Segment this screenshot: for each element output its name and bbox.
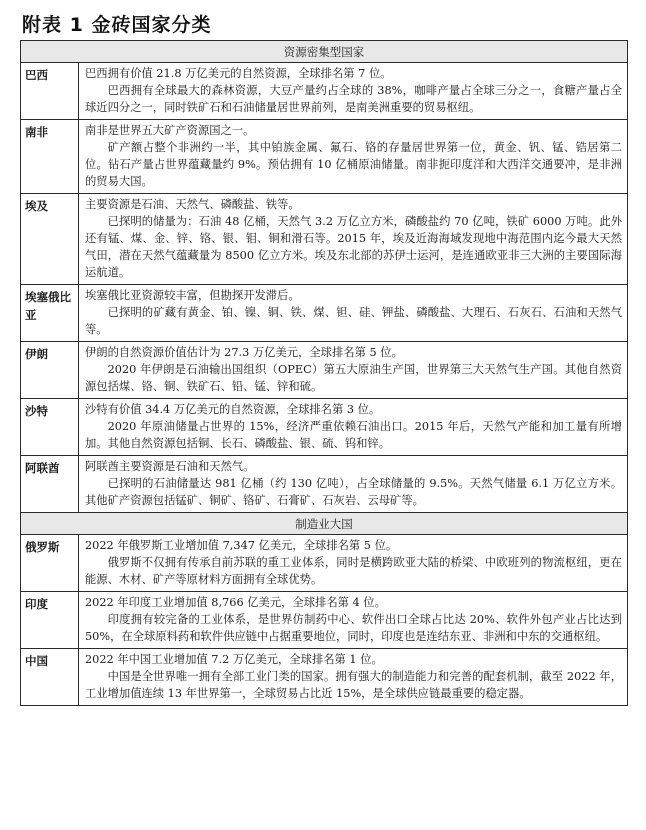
brics-classification-table <box>20 40 628 706</box>
description-line: 巴西拥有价值 21.8 万亿美元的自然资源，全球排名第 7 位。 <box>85 67 392 80</box>
description-line: 阿联酋主要资源是石油和天然气。 <box>85 460 255 473</box>
country-description <box>79 194 628 285</box>
country-description <box>79 285 628 342</box>
country-row-russia <box>21 535 628 592</box>
country-row-saudi <box>21 399 628 456</box>
country-name: 埃及 <box>21 194 79 285</box>
description-line: 已探明的储量为：石油 48 亿桶，天然气 3.2 万亿立方米，磷酸盐约 70 亿吨，铁矿 6000 万吨。此外还有锰、煤、金、锌、铬、银、钼、铜和滑石等。2015 年，埃及近海海域发现地中海范围内迄今最大天然气田，潜在天然气蕴藏量为 8500 亿立方米。埃及东北部的苏伊士运河，是连通欧亚非三大洲的主要国际海运航道。 <box>85 215 622 279</box>
description-line: 已探明的石油储量达 981 亿桶（约 130 亿吨），占全球储量的 9.5%。天然气储量 6.1 万亿立方米。其他矿产资源包括锰矿、铜矿、铬矿、石膏矿、石灰岩、云母矿等。 <box>85 477 622 507</box>
country-name: 巴西 <box>21 63 79 120</box>
country-description <box>79 592 628 649</box>
country-description <box>79 456 628 513</box>
section-heading: 资源密集型国家 <box>21 41 628 63</box>
description-line: 2020 年原油储量占世界的 15%，经济严重依赖石油出口。2015 年后，天然气产能和加工量有所增加。其他自然资源包括铜、长石、磷酸盐、银、硫、钨和锌。 <box>85 420 622 450</box>
description-line: 巴西拥有全球最大的森林资源，大豆产量约占全球的 38%，咖啡产量占全球三分之一，食糖产量占全球近四分之一，同时铁矿石和石油储量居世界前列，是南美洲重要的贸易枢纽。 <box>85 84 622 114</box>
description-line: 已探明的矿藏有黄金、铂、镍、铜、铁、煤、钽、硅、钾盐、磷酸盐、大理石、石灰石、石油和天然气等。 <box>85 306 622 336</box>
country-row-south-africa <box>21 120 628 194</box>
description-line: 沙特有价值 34.4 万亿美元的自然资源，全球排名第 3 位。 <box>85 403 381 416</box>
country-description <box>79 535 628 592</box>
country-description <box>79 649 628 706</box>
description-line: 2022 年俄罗斯工业增加值 7,347 亿美元，全球排名第 5 位。 <box>85 539 398 552</box>
description-line: 埃塞俄比亚资源较丰富，但勘探开发滞后。 <box>85 289 300 302</box>
description-line: 中国是全世界唯一拥有全部工业门类的国家。拥有强大的制造能力和完善的配套机制，截至 2022 年，工业增加值连续 13 年世界第一，全球贸易占比近 15%，是全球供应链最重要的稳定器。 <box>85 670 622 700</box>
country-row-egypt <box>21 194 628 285</box>
section-header-row <box>21 513 628 535</box>
country-row-india <box>21 592 628 649</box>
country-name: 阿联酋 <box>21 456 79 513</box>
country-description <box>79 120 628 194</box>
country-description <box>79 63 628 120</box>
description-line: 伊朗的自然资源价值估计为 27.3 万亿美元，全球排名第 5 位。 <box>85 346 403 359</box>
country-name: 埃塞俄比亚 <box>21 285 79 342</box>
country-row-ethiopia <box>21 285 628 342</box>
description-line: 2022 年中国工业增加值 7.2 万亿美元，全球排名第 1 位。 <box>85 653 383 666</box>
country-row-china <box>21 649 628 706</box>
section-heading: 制造业大国 <box>21 513 628 535</box>
description-line: 主要资源是石油、天然气、磷酸盐、铁等。 <box>85 198 300 211</box>
country-name: 印度 <box>21 592 79 649</box>
description-line: 2022 年印度工业增加值 8,766 亿美元，全球排名第 4 位。 <box>85 596 386 609</box>
country-description <box>79 342 628 399</box>
section-header-row <box>21 41 628 63</box>
country-name: 南非 <box>21 120 79 194</box>
country-name: 沙特 <box>21 399 79 456</box>
country-name: 俄罗斯 <box>21 535 79 592</box>
country-description <box>79 399 628 456</box>
table-title: 附表 1 金砖国家分类 <box>22 14 212 36</box>
country-row-brazil <box>21 63 628 120</box>
description-line: 南非是世界五大矿产资源国之一。 <box>85 124 255 137</box>
description-line: 俄罗斯不仅拥有传承自前苏联的重工业体系，同时是横跨欧亚大陆的桥梁、中欧班列的物流枢纽，更在能源、木材、矿产等原材料方面拥有全球优势。 <box>85 556 622 586</box>
country-name: 伊朗 <box>21 342 79 399</box>
description-line: 印度拥有较完备的工业体系，是世界仿制药中心、软件出口全球占比达 20%、软件外包产业占比达到 50%，在全球原料药和软件供应链中占据重要地位，同时，印度也是连结东亚、非洲和中东的交通枢纽。 <box>85 613 622 643</box>
country-row-iran <box>21 342 628 399</box>
country-name: 中国 <box>21 649 79 706</box>
country-row-uae <box>21 456 628 513</box>
description-line: 矿产额占整个非洲约一半，其中铂族金属、氟石、铬的存量居世界第一位，黄金、钒、锰、锆居第二位。钻石产量占世界蕴藏量约 9%。预估拥有 10 亿桶原油储量。南非扼印度洋和大西洋交通要冲，是非洲的贸易大国。 <box>85 141 622 188</box>
description-line: 2020 年伊朗是石油输出国组织（OPEC）第五大原油生产国，世界第三大天然气生产国。其他自然资源包括煤、铬、铜、铁矿石、铅、锰、锌和硫。 <box>85 363 622 393</box>
